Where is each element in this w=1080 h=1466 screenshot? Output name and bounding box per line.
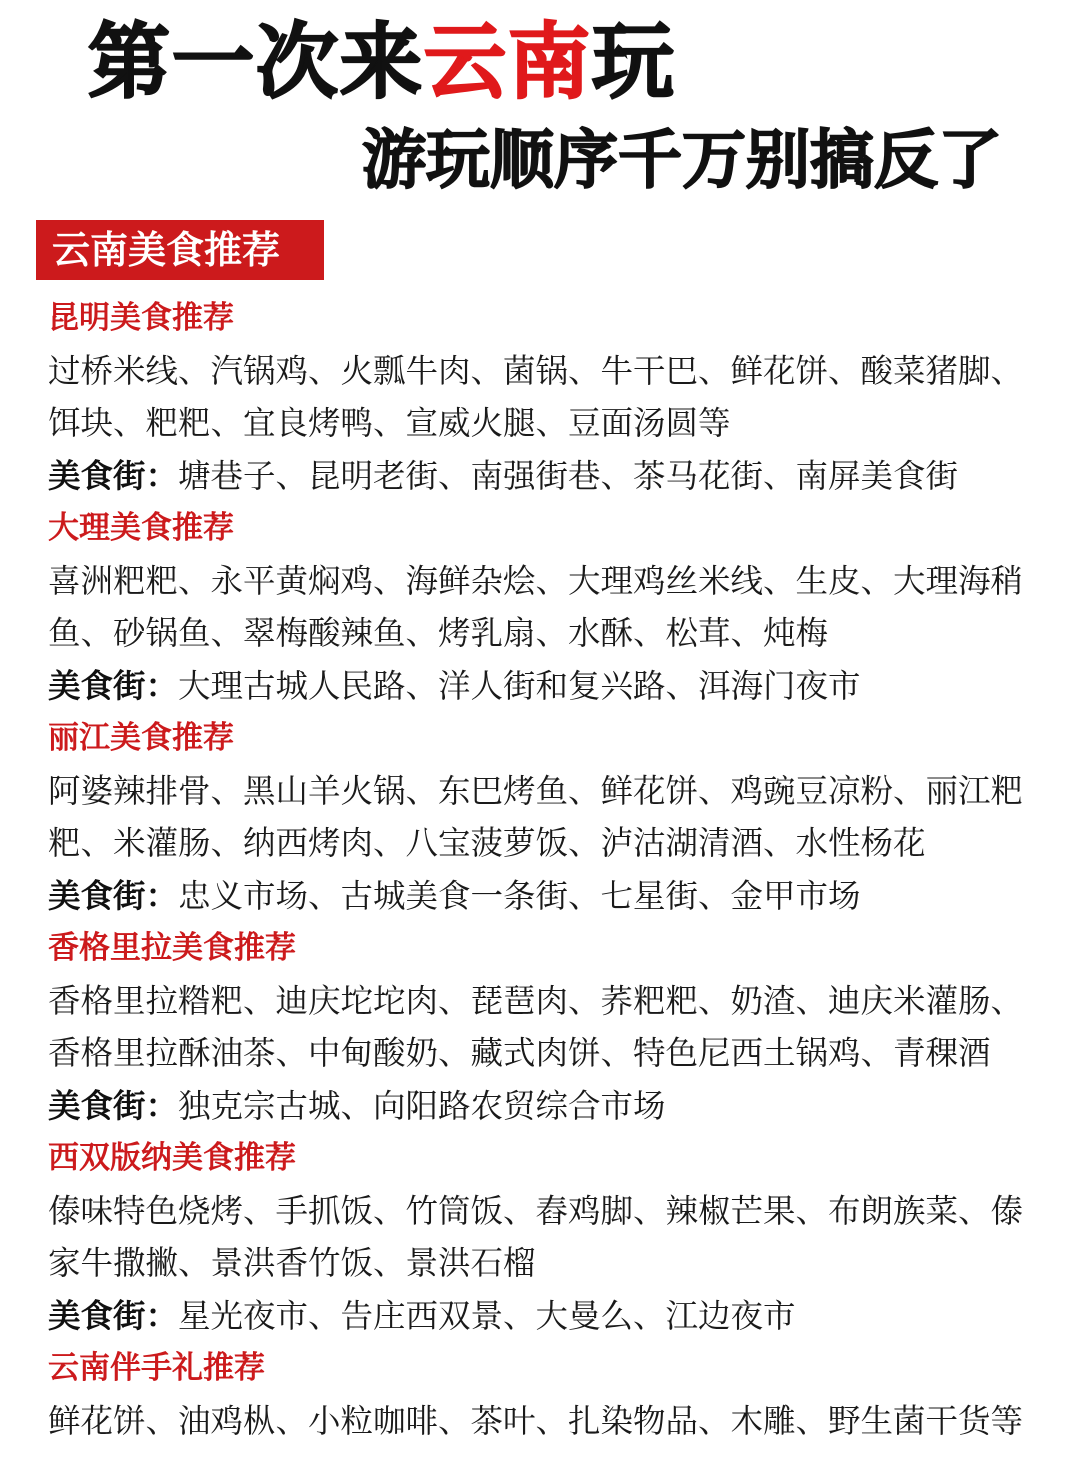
food-line: 饵块、粑粑、宜良烤鸭、宣威火腿、豆面汤圆等 xyxy=(48,404,731,442)
street-line xyxy=(48,450,1058,503)
food-line: 喜洲粑粑、永平黄焖鸡、海鲜杂烩、大理鸡丝米线、生皮、大理海稍 xyxy=(48,561,1024,600)
title-part1: 第一次来 xyxy=(88,15,425,110)
title-part2: 玩 xyxy=(592,15,677,110)
street-line xyxy=(48,1290,1058,1343)
food-line: 粑、米灌肠、纳西烤肉、八宝菠萝饭、泸沽湖清酒、水性杨花 xyxy=(48,824,926,862)
food-line: 香格里拉糌粑、迪庆坨坨肉、琵琶肉、荞粑粑、奶渣、迪庆米灌肠、 xyxy=(48,981,1024,1020)
street-line xyxy=(48,870,1058,923)
page-subtitle: 游玩顺序千万别搞反了 xyxy=(362,124,1002,198)
food-line: 傣味特色烧烤、手抓饭、竹筒饭、舂鸡脚、辣椒芒果、布朗族菜、傣 xyxy=(48,1191,1024,1230)
street-line xyxy=(48,660,1058,713)
section-heading: 昆明美食推荐 xyxy=(48,300,234,336)
gifts-heading: 云南伴手礼推荐 xyxy=(48,1350,265,1386)
food-line: 过桥米线、汽锅鸡、火瓢牛肉、菌锅、牛干巴、鲜花饼、酸菜猪脚、 xyxy=(48,351,1024,390)
street-label: 美食街： xyxy=(48,1086,179,1125)
street-line xyxy=(48,1080,1058,1133)
food-line: 鱼、砂锅鱼、翠梅酸辣鱼、烤乳扇、水酥、松茸、炖梅 xyxy=(48,614,829,652)
street-value: 塘巷子、昆明老街、南强街巷、茶马花街、南屏美食街 xyxy=(178,456,959,495)
title-highlight: 云南 xyxy=(424,15,593,110)
section-heading: 香格里拉美食推荐 xyxy=(48,930,296,966)
street-label: 美食街： xyxy=(48,1296,179,1335)
section-banner: 云南美食推荐 xyxy=(36,220,324,280)
street-value: 大理古城人民路、洋人街和复兴路、洱海门夜市 xyxy=(178,666,861,705)
content xyxy=(48,292,1058,1447)
food-line: 阿婆辣排骨、黑山羊火锅、东巴烤鱼、鲜花饼、鸡豌豆凉粉、丽江粑 xyxy=(48,771,1024,810)
street-value: 忠义市场、古城美食一条街、七星街、金甲市场 xyxy=(178,876,861,915)
section-heading: 丽江美食推荐 xyxy=(48,720,234,756)
food-line: 家牛撒撇、景洪香竹饭、景洪石榴 xyxy=(48,1244,536,1282)
page-title xyxy=(88,8,676,118)
street-label: 美食街： xyxy=(48,456,179,495)
street-value: 独克宗古城、向阳路农贸综合市场 xyxy=(178,1086,666,1125)
street-label: 美食街： xyxy=(48,876,179,915)
street-label: 美食街： xyxy=(48,666,179,705)
food-line: 香格里拉酥油茶、中甸酸奶、藏式肉饼、特色尼西土锅鸡、青稞酒 xyxy=(48,1034,991,1072)
gifts-line: 鲜花饼、油鸡枞、小粒咖啡、茶叶、扎染物品、木雕、野生菌干货等 xyxy=(48,1401,1024,1440)
section-heading: 西双版纳美食推荐 xyxy=(48,1140,296,1176)
section-heading: 大理美食推荐 xyxy=(48,510,234,546)
street-value: 星光夜市、告庄西双景、大曼么、江边夜市 xyxy=(178,1296,796,1335)
